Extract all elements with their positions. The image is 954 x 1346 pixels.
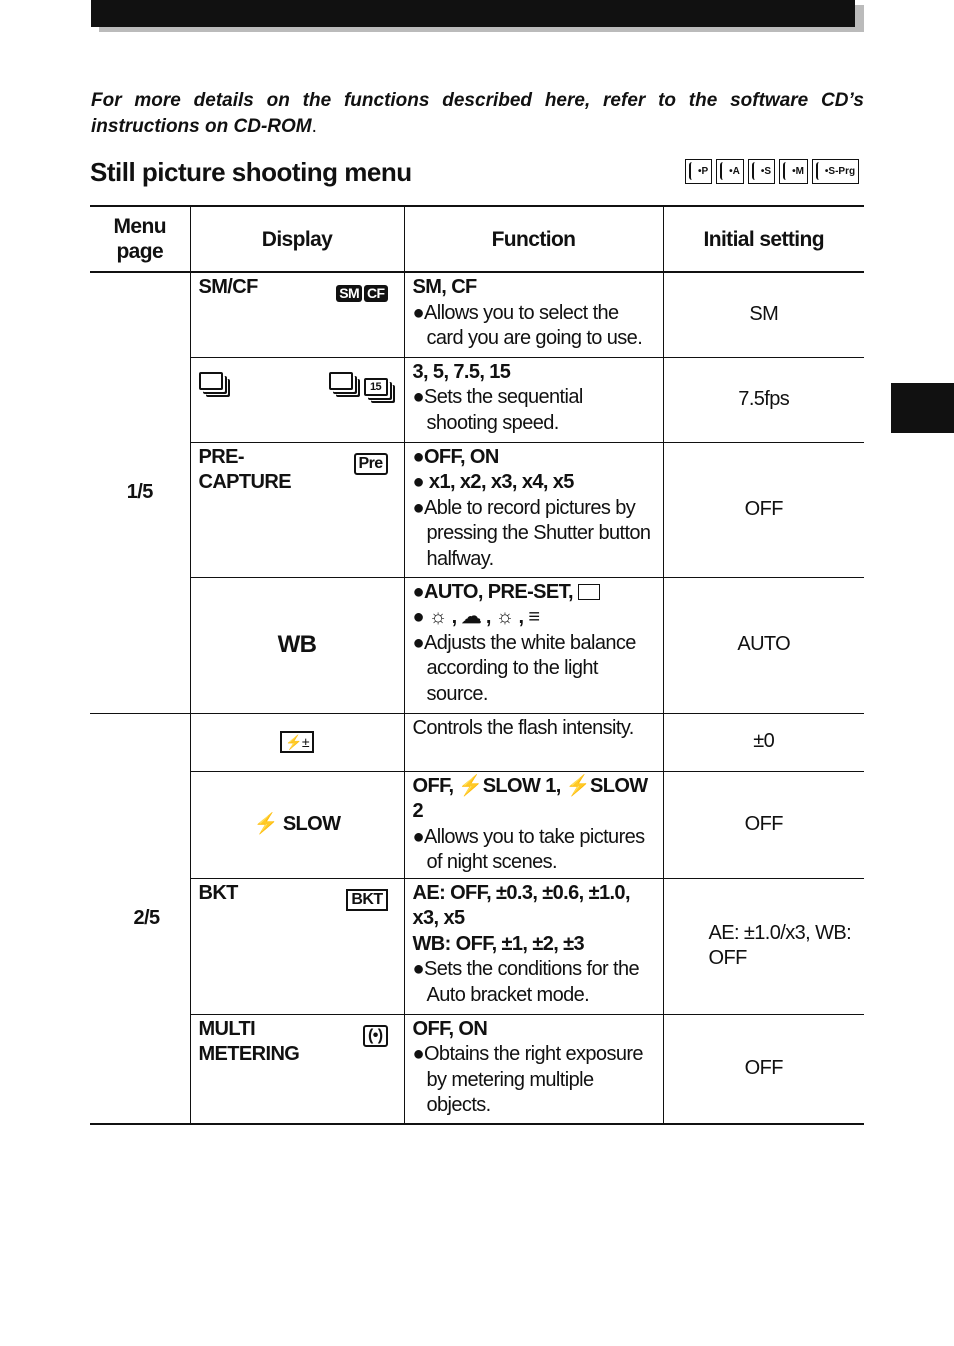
function-cell (404, 272, 663, 357)
display-cell (190, 713, 404, 771)
display-label: WB (190, 577, 404, 713)
intro-note (91, 88, 864, 140)
mode-a-icon: •A (716, 159, 744, 184)
function-text: ●Sets the sequential shooting speed. (412, 386, 583, 434)
sequential-icons (329, 372, 388, 399)
bkt-label: BKT (346, 889, 387, 911)
header-display: Display (190, 206, 404, 272)
mode-p-icon: •P (685, 159, 712, 184)
display-cell (190, 878, 404, 1014)
cf-icon: CF (364, 285, 387, 302)
table-row (90, 577, 864, 713)
function-options: ● x1, x2, x3, x4, x5 (412, 471, 574, 493)
mode-icons (685, 159, 859, 184)
function-title: 3, 5, 7.5, 15 (412, 360, 511, 383)
pre-capture-icon (354, 451, 388, 477)
sequential-15-icon: 15 (364, 378, 388, 396)
function-cell (404, 577, 663, 713)
sm-icon: SM (336, 285, 362, 302)
menu-table (90, 205, 864, 1125)
wb-presets-icons: ● ☼ , ☁ , ☼ , ≡ (412, 606, 540, 628)
header-menu-page: Menu page (90, 206, 190, 272)
initial-setting: OFF (663, 442, 864, 577)
bkt-icon (346, 887, 387, 913)
function-title: OFF, ⚡SLOW 1, ⚡SLOW 2 (412, 774, 648, 822)
sm-cf-icon (334, 281, 387, 307)
display-label: PRE- CAPTURE (198, 445, 291, 493)
chapter-tab (891, 383, 954, 433)
display-label: MULTI METERING (198, 1017, 300, 1065)
function-text: ●Adjusts the white balance according to the light source. (412, 631, 636, 705)
header-function: Function (404, 206, 663, 272)
function-title: AE: OFF, ±0.3, ±0.6, ±1.0, x3, x5 (412, 881, 630, 929)
function-text: ●Sets the conditions for the Auto bracket mode. (412, 958, 640, 1006)
function-title: ●OFF, ON (412, 445, 499, 468)
intro-end: . (311, 116, 317, 137)
table-row (90, 442, 864, 577)
function-text: ●Obtains the right exposure by metering multiple objects. (412, 1043, 643, 1116)
initial-setting: 7.5fps (663, 357, 864, 442)
function-options: WB: OFF, ±1, ±2, ±3 (412, 932, 585, 955)
intro-text: For more details on the functions described here, refer to the software CD’s instructions on CD-ROM (91, 90, 864, 137)
function-text: ●Able to record pictures by pressing the Shutter button halfway. (412, 496, 651, 570)
display-cell (190, 442, 404, 577)
table-row (90, 1014, 864, 1124)
slow-sync-icon: ⚡ SLOW (190, 771, 404, 878)
table-row (90, 878, 864, 1014)
pre-icon: Pre (354, 453, 388, 475)
display-cell (190, 272, 404, 357)
function-cell (404, 878, 663, 1014)
initial-setting: OFF (663, 771, 864, 878)
initial-setting: SM (663, 272, 864, 357)
multi-metering-icon (363, 1023, 387, 1049)
function-cell (404, 1014, 663, 1124)
function-title: ●AUTO, PRE-SET, (412, 580, 574, 603)
table-row (90, 713, 864, 771)
function-text: Controls the flash intensity. (404, 713, 663, 771)
display-label: BKT (198, 881, 238, 904)
display-cell (190, 1014, 404, 1124)
table-row (90, 272, 864, 357)
function-cell (404, 357, 663, 442)
menu-page: 1/5 (90, 272, 190, 713)
initial-setting: AUTO (663, 577, 864, 713)
sequential-shooting-icon (199, 372, 223, 390)
initial-setting: OFF (663, 1014, 864, 1124)
sequential-shooting-icon (329, 372, 353, 390)
flash-intensity-icon: ⚡± (280, 731, 314, 753)
menu-page: 2/5 (90, 713, 190, 1124)
function-cell (404, 442, 663, 577)
mode-m-icon: •M (779, 159, 808, 184)
section-title: Still picture shooting menu (90, 157, 412, 187)
function-cell (404, 771, 663, 878)
mode-s-icon: •S (748, 159, 775, 184)
table-row (90, 357, 864, 442)
custom-wb-icon (578, 584, 600, 600)
mode-sprg-icon: •S-Prg (812, 159, 859, 184)
function-text: ●Allows you to take pictures of night scenes. (412, 825, 645, 873)
initial-setting: AE: ±1.0/x3, WB: OFF (663, 878, 864, 1014)
header-initial: Initial setting (663, 206, 864, 272)
metering-glyph: (•) (363, 1025, 387, 1047)
display-cell (190, 357, 404, 442)
function-text: ●Allows you to select the card you are going to use. (412, 301, 643, 349)
table-row (90, 771, 864, 878)
initial-setting: ±0 (663, 713, 864, 771)
display-label: SM/CF (198, 276, 258, 298)
function-title: SM, CF (412, 276, 477, 298)
function-title: OFF, ON (412, 1017, 488, 1040)
header-bar (91, 0, 855, 27)
